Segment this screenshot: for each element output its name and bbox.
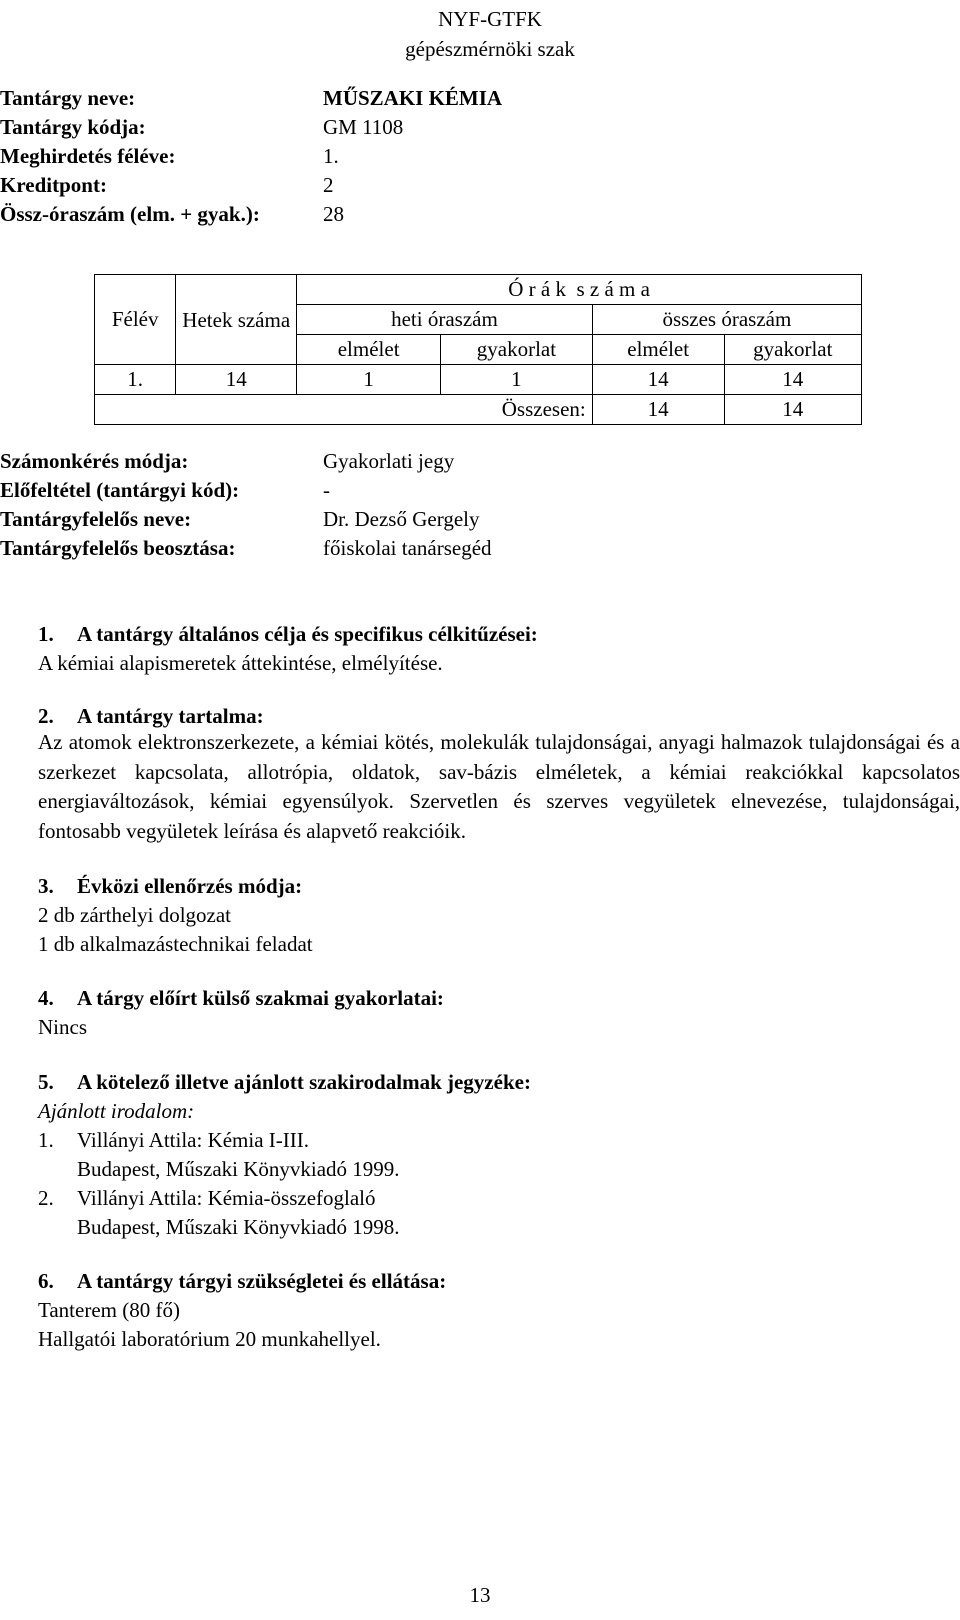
sum-label: Összesen: xyxy=(95,395,593,425)
section-1-title: A tantárgy általános célja és specifikus célkitűzései: xyxy=(77,622,538,646)
semester-label: Meghirdetés féléve: xyxy=(0,144,176,168)
section-4-text: Nincs xyxy=(38,1015,87,1039)
header-hours-group: Ó r á k s z á m a xyxy=(297,275,862,305)
prerequisite-value: - xyxy=(323,478,330,502)
cell-total-practice: 14 xyxy=(724,365,861,395)
literature-2-title: Villányi Attila: Kémia-összefoglaló xyxy=(77,1186,376,1210)
semester-value: 1. xyxy=(323,144,339,168)
header-weekly-theory: elmélet xyxy=(297,335,441,365)
cell-weekly-practice: 1 xyxy=(441,365,593,395)
section-3-line1: 2 db zárthelyi dolgozat xyxy=(38,903,232,927)
course-name-value: MŰSZAKI KÉMIA xyxy=(323,86,503,110)
section-3-title: Évközi ellenőrzés módja: xyxy=(77,874,303,898)
literature-2-publisher: Budapest, Műszaki Könyvkiadó 1998. xyxy=(77,1215,400,1239)
cell-weeks: 14 xyxy=(176,365,297,395)
sum-theory: 14 xyxy=(592,395,724,425)
header-program: gépészmérnöki szak xyxy=(405,37,575,61)
section-3-line2: 1 db alkalmazástechnikai feladat xyxy=(38,932,313,956)
literature-1-number: 1. xyxy=(38,1128,54,1152)
section-1-text: A kémiai alapismeretek áttekintése, elmélyítése. xyxy=(38,651,443,675)
header-weekly-hours: heti óraszám xyxy=(297,305,593,335)
section-6-number: 6. xyxy=(38,1269,54,1293)
document-header xyxy=(360,4,620,64)
section-4-number: 4. xyxy=(38,986,54,1010)
table-row xyxy=(95,365,862,395)
cell-total-theory: 14 xyxy=(592,365,724,395)
prerequisite-label: Előfeltétel (tantárgyi kód): xyxy=(0,478,240,502)
section-6-line2: Hallgatói laboratórium 20 munkahellyel. xyxy=(38,1327,381,1351)
section-5-subtitle: Ajánlott irodalom: xyxy=(38,1099,195,1123)
responsible-name-label: Tantárgyfelelős neve: xyxy=(0,507,192,531)
section-1-number: 1. xyxy=(38,622,54,646)
header-total-hours: összes óraszám xyxy=(592,305,861,335)
course-code-label: Tantárgy kódja: xyxy=(0,115,146,139)
literature-1-publisher: Budapest, Műszaki Könyvkiadó 1999. xyxy=(77,1157,400,1181)
section-4-title: A tárgy előírt külső szakmai gyakorlatai: xyxy=(77,986,444,1010)
course-code-value: GM 1108 xyxy=(323,115,404,139)
table-sum-row xyxy=(95,395,862,425)
header-total-theory: elmélet xyxy=(592,335,724,365)
literature-1-title: Villányi Attila: Kémia I-III. xyxy=(77,1128,310,1152)
header-institution: NYF-GTFK xyxy=(438,7,542,31)
total-hours-value: 28 xyxy=(323,202,344,226)
responsible-position-value: főiskolai tanársegéd xyxy=(323,536,492,560)
section-6-line1: Tanterem (80 fő) xyxy=(38,1298,180,1322)
responsible-position-label: Tantárgyfelelős beosztása: xyxy=(0,536,236,560)
section-5-title: A kötelező illetve ajánlott szakirodalmak jegyzéke: xyxy=(77,1070,531,1094)
assessment-value: Gyakorlati jegy xyxy=(323,449,455,473)
sum-practice: 14 xyxy=(724,395,861,425)
section-5-number: 5. xyxy=(38,1070,54,1094)
header-total-practice: gyakorlat xyxy=(724,335,861,365)
section-2-title: A tantárgy tartalma: xyxy=(77,704,264,728)
credit-label: Kreditpont: xyxy=(0,173,107,197)
section-6-title: A tantárgy tárgyi szükségletei és ellátása: xyxy=(77,1269,447,1293)
course-name-label: Tantárgy neve: xyxy=(0,86,136,110)
literature-2-number: 2. xyxy=(38,1186,54,1210)
cell-semester: 1. xyxy=(95,365,176,395)
total-hours-label: Össz-óraszám (elm. + gyak.): xyxy=(0,202,260,226)
credit-value: 2 xyxy=(323,173,334,197)
section-3-number: 3. xyxy=(38,874,54,898)
header-semester: Félév xyxy=(95,275,176,365)
section-2-text: Az atomok elektronszerkezete, a kémiai kötés, molekulák tulajdonságai, anyagi halmazok tulajdonságai és a szerkezet kapcsolata, allotrópia, oldatok, sav-bázis elméletek, a kémiai reakciókkal kapcsolatos energiaváltozások, kémiai egyensúlyok. Szervetlen és szerves vegyületek elnevezése, tulajdonságai, fontosabb vegyületek leírása és alapvető reakcióik. xyxy=(38,730,960,843)
header-weekly-practice: gyakorlat xyxy=(441,335,593,365)
hours-table xyxy=(94,274,862,425)
header-weeks: Hetek száma xyxy=(176,275,297,365)
responsible-name-value: Dr. Dezső Gergely xyxy=(323,507,480,531)
assessment-label: Számonkérés módja: xyxy=(0,449,189,473)
page-number: 13 xyxy=(469,1583,491,1607)
section-2-number: 2. xyxy=(38,704,54,728)
cell-weekly-theory: 1 xyxy=(297,365,441,395)
